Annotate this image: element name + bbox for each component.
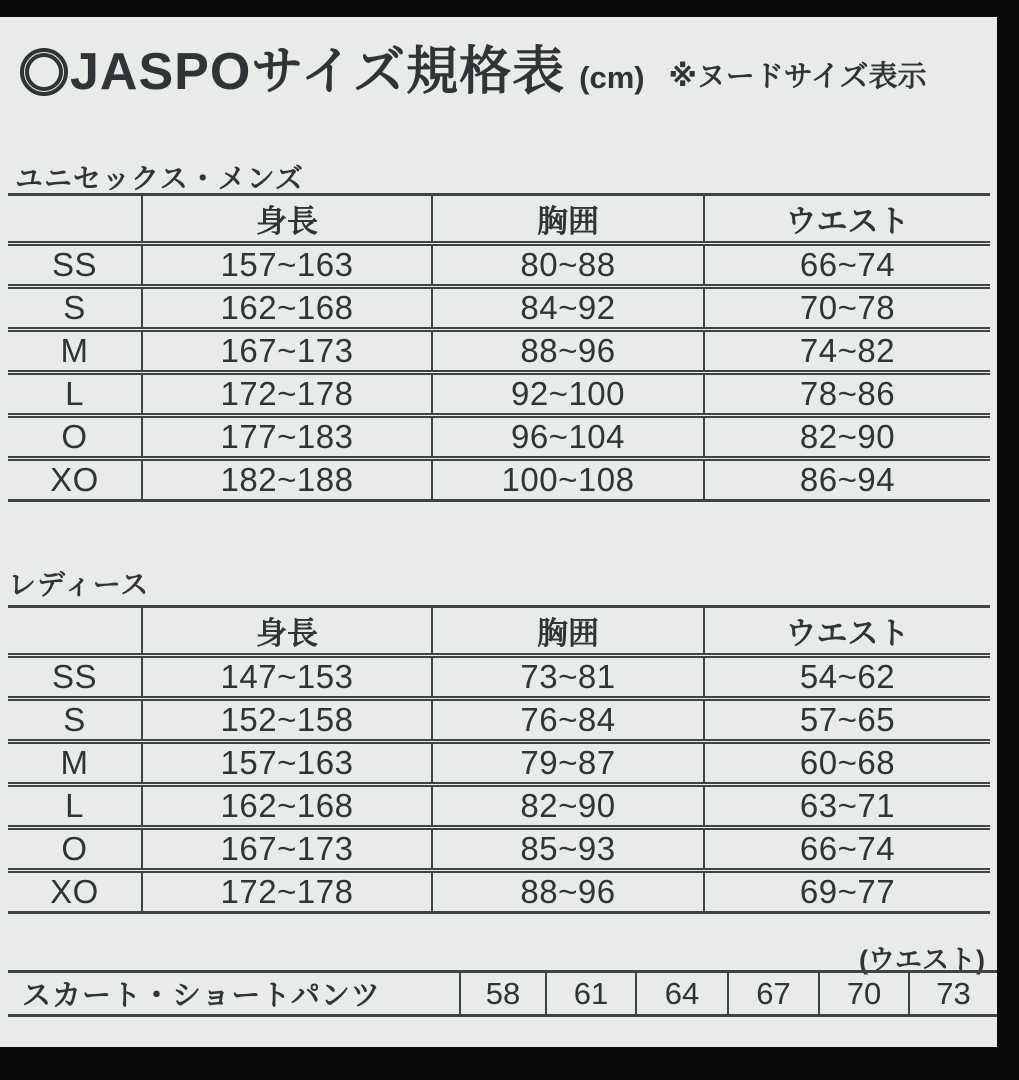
waist-unit-note: (ウエスト) (859, 945, 985, 975)
size-value: 82~90 (704, 416, 990, 459)
document-title-row (20, 45, 926, 100)
size-value: 85~93 (432, 828, 704, 871)
size-value: 162~168 (142, 287, 432, 330)
page-title: JASPOサイズ規格表 (70, 43, 566, 101)
size-value: 100~108 (432, 459, 704, 501)
skirt-waist-value: 70 (819, 972, 909, 1016)
skirt-waist-value: 58 (460, 972, 546, 1016)
size-value: 96~104 (432, 416, 704, 459)
size-value: 69~77 (704, 871, 990, 913)
size-row-S (8, 699, 990, 742)
size-row-XO (8, 459, 990, 501)
size-value: 57~65 (704, 699, 990, 742)
size-value: 78~86 (704, 373, 990, 416)
size-value: 177~183 (142, 416, 432, 459)
size-value: 82~90 (432, 785, 704, 828)
size-label: XO (50, 873, 99, 910)
title-note-nude-size: ※ヌードサイズ表示 (668, 60, 927, 93)
skirt-shortpants-table (8, 970, 997, 1017)
column-header: 身長 (142, 195, 432, 244)
size-label: M (60, 744, 89, 781)
mens-header-row (8, 195, 990, 244)
skirt-waist-value: 67 (728, 972, 819, 1016)
size-value: 152~158 (142, 699, 432, 742)
column-header-size (8, 195, 142, 244)
section-label-ladies: レディース (8, 569, 150, 600)
column-header: ウエスト (704, 195, 990, 244)
skirt-waist-value: 64 (636, 972, 728, 1016)
size-value: 86~94 (704, 459, 990, 501)
size-value: 167~173 (142, 828, 432, 871)
size-label: O (61, 830, 88, 867)
skirt-row (8, 972, 997, 1016)
size-value: 172~178 (142, 373, 432, 416)
size-value: 76~84 (432, 699, 704, 742)
size-label: XO (50, 461, 99, 498)
column-header: 胸囲 (432, 195, 704, 244)
column-header: 身長 (142, 607, 432, 656)
size-row-S (8, 287, 990, 330)
size-value: 167~173 (142, 330, 432, 373)
size-value: 157~163 (142, 742, 432, 785)
size-row-O (8, 416, 990, 459)
skirt-waist-value: 61 (546, 972, 636, 1016)
size-value: 54~62 (704, 656, 990, 699)
size-value: 88~96 (432, 871, 704, 913)
size-value: 84~92 (432, 287, 704, 330)
size-row-M (8, 330, 990, 373)
size-label: SS (51, 246, 98, 283)
size-row-XO (8, 871, 990, 913)
size-value: 66~74 (704, 828, 990, 871)
size-value: 74~82 (704, 330, 990, 373)
size-value: 66~74 (704, 244, 990, 287)
title-unit-cm: (cm) (579, 59, 645, 95)
size-value: 60~68 (704, 742, 990, 785)
size-value: 172~178 (142, 871, 432, 913)
size-value: 157~163 (142, 244, 432, 287)
size-value: 73~81 (432, 656, 704, 699)
size-row-M (8, 742, 990, 785)
size-label: S (63, 289, 86, 326)
size-row-SS (8, 656, 990, 699)
ladies-size-table (8, 605, 990, 914)
size-value: 147~153 (142, 656, 432, 699)
ladies-header-row (8, 607, 990, 656)
size-value: 70~78 (704, 287, 990, 330)
double-circle-icon (20, 48, 68, 96)
size-chart-document (0, 17, 997, 1047)
size-value: 79~87 (432, 742, 704, 785)
section-label-unisex-mens: ユニセックス・メンズ (15, 163, 304, 194)
size-value: 162~168 (142, 785, 432, 828)
column-header: ウエスト (704, 607, 990, 656)
size-value: 88~96 (432, 330, 704, 373)
skirt-waist-value: 73 (909, 972, 997, 1016)
size-label: S (63, 701, 86, 738)
unisex-mens-size-table (8, 193, 990, 502)
size-label: SS (51, 658, 98, 695)
size-value: 80~88 (432, 244, 704, 287)
size-value: 63~71 (704, 785, 990, 828)
size-label: O (61, 418, 88, 455)
size-row-O (8, 828, 990, 871)
size-row-SS (8, 244, 990, 287)
size-label: M (60, 332, 89, 369)
size-label: L (65, 787, 84, 824)
size-row-L (8, 785, 990, 828)
skirt-row-label: スカート・ショートパンツ (22, 980, 381, 1012)
size-row-L (8, 373, 990, 416)
column-header: 胸囲 (432, 607, 704, 656)
size-value: 92~100 (432, 373, 704, 416)
column-header-size (8, 607, 142, 656)
size-label: L (65, 375, 84, 412)
size-value: 182~188 (142, 459, 432, 501)
